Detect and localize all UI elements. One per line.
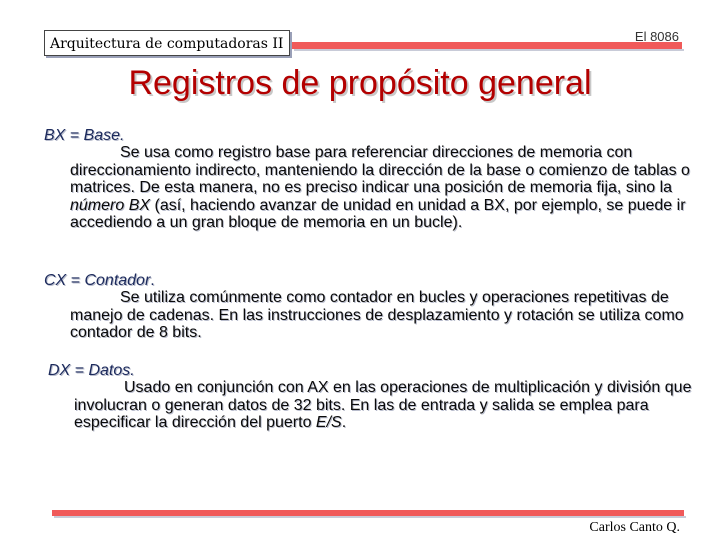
section-body-bx-emphasis: número BX [70, 196, 151, 214]
section-body-bx [44, 144, 694, 231]
section-body-dx [48, 379, 698, 431]
section-body-bx-text: Se usa como registro base para referenciar direcciones de memoria con direccionamiento indirecto, manteniendo la dirección de la base o comienzo de tablas o matrices. De esta manera, no es preciso indicar una posición de memoria fija, sino la [70, 144, 690, 197]
section-cx [44, 272, 694, 342]
section-dx [48, 362, 698, 432]
author-name: Carlos Canto Q. [589, 520, 680, 535]
section-body-bx-text-end: (así, haciendo avanzar de unidad en unidad a BX, por ejemplo, se puede ir accediendo a un gran bloque de memoria en un bucle). [70, 196, 686, 232]
section-body-dx-text-end: . [341, 414, 347, 432]
course-title: Arquitectura de computadoras II [50, 36, 284, 52]
slide-tag: El 8086 [634, 29, 679, 44]
slide-title: Registros de propósito general [128, 64, 592, 102]
footer-rule-shadow [54, 516, 686, 518]
course-title-box [44, 30, 290, 56]
section-body-cx: Se utiliza comúnmente como contador en bucles y operaciones repetitivas de manejo de cadenas. En las instrucciones de desplazamiento y rotación se utiliza como contador de 8 bits. [70, 289, 684, 342]
section-heading-cx [44, 272, 694, 289]
section-heading-cx-dot: . [150, 272, 155, 289]
section-body-dx-text: Usado en conjunción con AX en las operaciones de multiplicación y división que involucran o generan datos de 32 bits. En las de entrada y salida se emplea para especificar la dirección del puerto [74, 379, 692, 432]
section-bx [44, 127, 694, 231]
section-heading-cx-text: CX = Contador [44, 272, 151, 289]
header-rule-shadow [294, 49, 684, 51]
section-heading-dx: DX = Datos. [48, 362, 135, 379]
section-body-dx-emphasis: E/S [315, 414, 342, 432]
section-heading-bx: BX = Base. [44, 127, 125, 144]
header-rule [292, 42, 682, 49]
